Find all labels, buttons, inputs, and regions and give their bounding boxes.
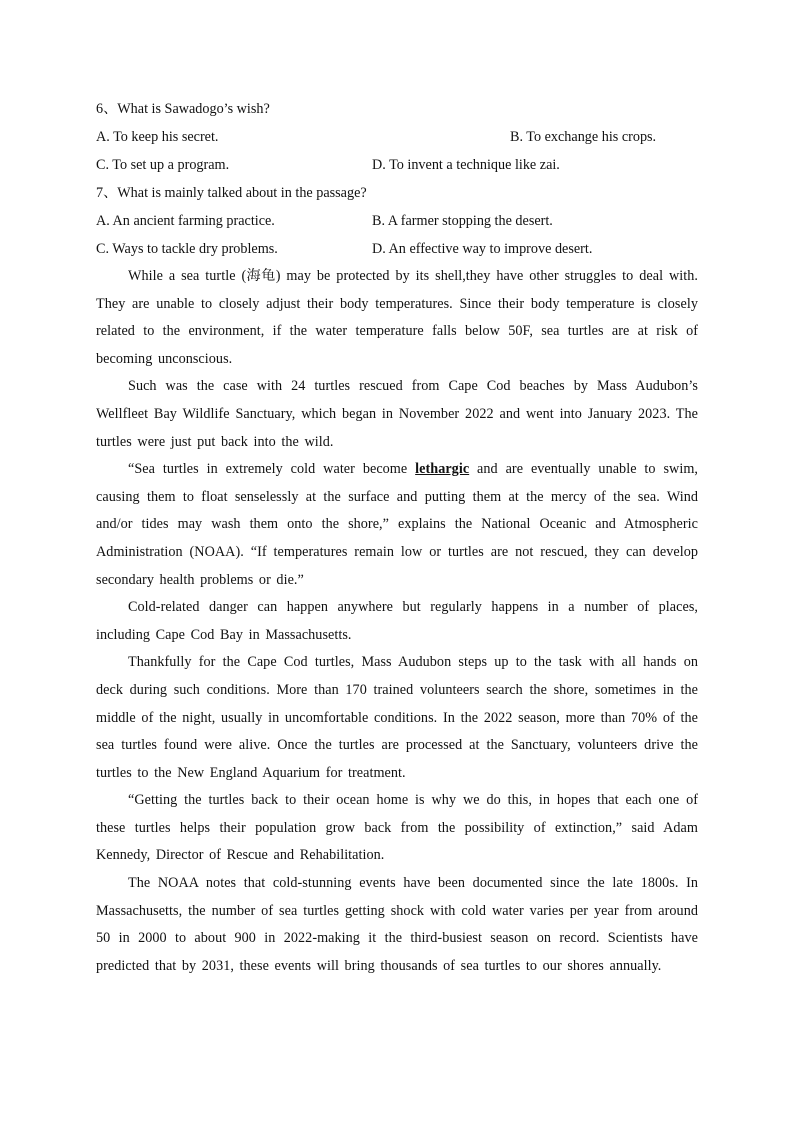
question-6-option-a: A. To keep his secret. [96, 129, 219, 145]
question-7-option-c: C. Ways to tackle dry problems. [96, 241, 278, 257]
question-7-options-row-1 [96, 207, 698, 235]
question-6-options-row-1 [96, 123, 698, 151]
passage-paragraph-6: “Getting the turtles back to their ocean home is why we do this, in hopes that each one of these turtles helps their population grow back from the possibility of extinction,” said Adam Kennedy, Director of Rescue and Rehabilitation. [96, 792, 698, 864]
question-7-stem: 7、What is mainly talked about in the passage? [96, 185, 367, 201]
keyword-lethargic: lethargic [415, 461, 470, 478]
passage-paragraph-1: While a sea turtle (海龟) may be protected by its shell,they have other struggles to deal with. They are unable to closely adjust their body temperatures. Since their body temperature is closely related to the environment, if the water temperature falls below 50F, sea turtles are at risk of becoming unconscious. [96, 268, 698, 367]
question-7-option-d: D. An effective way to improve desert. [372, 241, 593, 257]
document-page [96, 95, 698, 980]
question-7-options-row-2 [96, 235, 698, 263]
paragraph-3-text-after: and are eventually unable to swim, causing them to float senselessly at the surface and putting them at the mercy of the sea. Wind and/or tides may wash them onto the shore,” explains the National Oceanic and Atmospheric Administration (NOAA). “If temperatures remain low or turtles are not rescued, they can develop secondary health problems or die.” [96, 461, 699, 588]
question-6-option-c: C. To set up a program. [96, 157, 230, 173]
question-6-option-b: B. To exchange his crops. [510, 129, 657, 145]
question-6-stem: 6、What is Sawadogo’s wish? [96, 101, 270, 117]
passage-paragraph-4: Cold-related danger can happen anywhere but regularly happens in a number of places, including Cape Cod Bay in Massachusetts. [96, 599, 698, 643]
paragraph-3-text-before: “Sea turtles in extremely cold water become [128, 461, 416, 478]
passage-paragraph-2: Such was the case with 24 turtles rescued from Cape Cod beaches by Mass Audubon’s Wellfleet Bay Wildlife Sanctuary, which began in November 2022 and went into January 2023. The turtles were just put back into the wild. [96, 378, 698, 450]
question-6-option-d: D. To invent a technique like zai. [372, 157, 560, 173]
question-7-option-b: B. A farmer stopping the desert. [372, 213, 553, 229]
passage-paragraph-5: Thankfully for the Cape Cod turtles, Mass Audubon steps up to the task with all hands on deck during such conditions. More than 170 trained volunteers search the shore, sometimes in the middle of the night, usually in uncomfortable conditions. In the 2022 season, more than 70% of the sea turtles found were alive. Once the turtles are processed at the Sanctuary, volunteers drive the turtles to the New England Aquarium for treatment. [96, 654, 698, 781]
question-7-option-a: A. An ancient farming practice. [96, 213, 275, 229]
passage-paragraph-3 [96, 456, 698, 594]
passage-paragraph-7: The NOAA notes that cold-stunning events have been documented since the late 1800s. In Massachusetts, the number of sea turtles getting shock with cold water varies per year from around 50 in 2000 to about 900 in 2022-making it the third-busiest season on record. Scientists have predicted that by 2031, these events will bring thousands of sea turtles to our shores annually. [96, 875, 698, 974]
question-6-options-row-2 [96, 151, 698, 179]
